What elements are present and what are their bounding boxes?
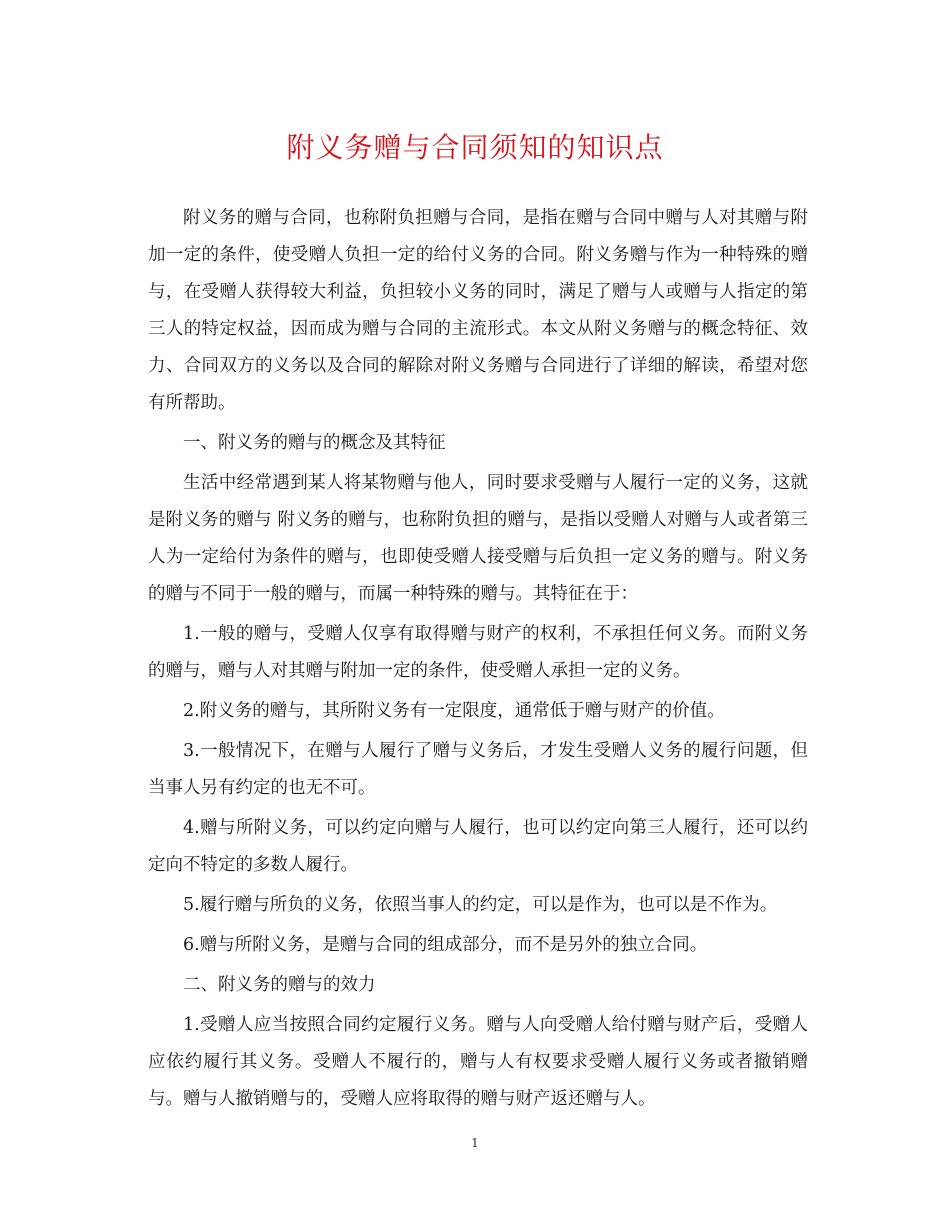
list-item-feature-3: 3.一般情况下，在赠与人履行了赠与义务后，才发生受赠人义务的履行问题，但当事人另有约定的也无不可。: [148, 741, 808, 798]
paragraph-intro: 附义务的赠与合同，也称附负担赠与合同，是指在赠与合同中赠与人对其赠与附加一定的条件，使受赠人负担一定的给付义务的合同。附义务赠与作为一种特殊的赠与，在受赠人获得较大利益，负担较小义务的同时，满足了赠与人或赠与人指定的第三人的特定权益，因而成为赠与合同的主流形式。本文从附义务赠与的概念特征、效力、合同双方的义务以及合同的解除对附义务赠与合同进行了详细的解读，希望对您有所帮助。: [148, 208, 808, 413]
list-item-feature-4: 4.赠与所附义务，可以约定向赠与人履行，也可以约定向第三人履行，还可以约定向不特定的多数人履行。: [148, 818, 808, 875]
list-item-feature-1: 1.一般的赠与，受赠人仅享有取得赠与财产的权利，不承担任何义务。而附义务的赠与，赠与人对其赠与附加一定的条件，使受赠人承担一定的义务。: [148, 624, 808, 681]
section-heading-concept: 一、附义务的赠与的概念及其特征: [183, 433, 446, 453]
list-item-feature-5: 5.履行赠与所负的义务，依照当事人的约定，可以是作为，也可以是不作为。: [183, 895, 778, 915]
paragraph-concept: 生活中经常遇到某人将某物赠与他人，同时要求受赠与人履行一定的义务，这就是附义务的赠与 附义务的赠与，也称附负担的赠与，是指以受赠人对赠与人或者第三人为一定给付为条件的赠与，也即使受赠人接受赠与后负担一定义务的赠与。附义务的赠与不同于一般的赠与，而属一种特殊的赠与。其特征在于：: [148, 473, 808, 604]
document-title: 附义务赠与合同须知的知识点: [286, 131, 664, 164]
list-item-feature-6: 6.赠与所附义务，是赠与合同的组成部分，而不是另外的独立合同。: [183, 935, 708, 955]
page-number: 1: [471, 1136, 479, 1150]
document-body: [148, 200, 808, 1121]
list-item-effect-1: 1.受赠人应当按照合同约定履行义务。赠与人向受赠人给付赠与财产后，受赠人应依约履行其义务。受赠人不履行的，赠与人有权要求受赠人履行义务或者撤销赠与。赠与人撤销赠与的，受赠人应将取得的赠与财产返还赠与人。: [148, 1015, 808, 1109]
list-item-feature-2: 2.附义务的赠与，其所附义务有一定限度，通常低于赠与财产的价值。: [183, 701, 725, 721]
section-heading-effect: 二、附义务的赠与的效力: [183, 975, 376, 995]
